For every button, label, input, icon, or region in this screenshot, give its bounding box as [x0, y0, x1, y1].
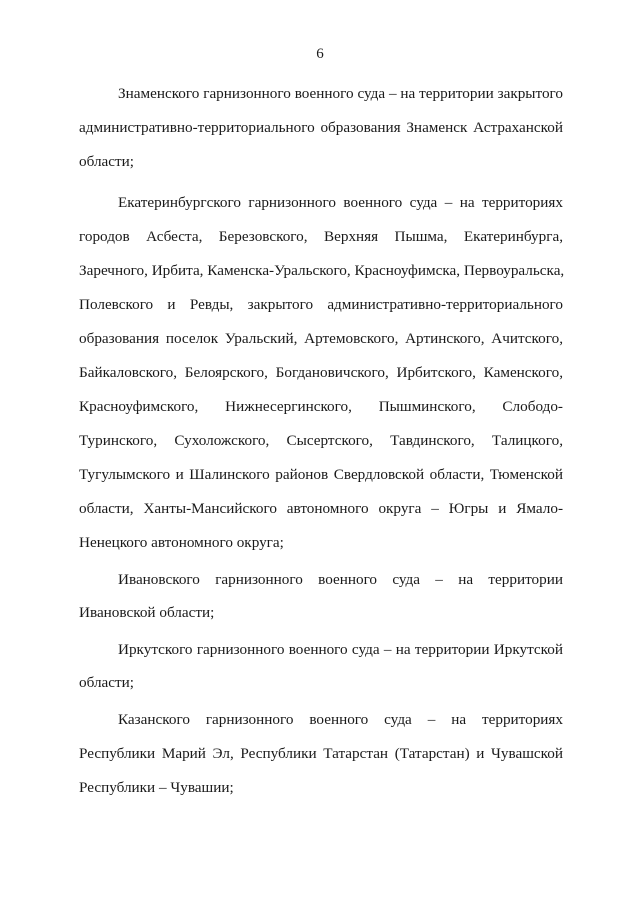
text-line: Туринского, Сухоложского, Сысертского, Тавдинского, Талицкого,	[79, 432, 563, 449]
text-line: Заречного, Ирбита, Каменска-Уральского, Красноуфимска, Первоуральска,	[79, 262, 565, 279]
page-number: 6	[316, 46, 324, 62]
text-line: Красноуфимского, Нижнесергинского, Пышминского, Слободо-	[79, 398, 563, 415]
text-line: Байкаловского, Белоярского, Богдановичского, Ирбитского, Каменского,	[79, 364, 563, 381]
text-line: административно-территориального образования Знаменск Астраханской	[79, 119, 563, 136]
text-line: Иркутского гарнизонного военного суда – на территории Иркутской	[118, 641, 563, 658]
text-line: Тугулымского и Шалинского районов Свердловской области, Тюменской	[79, 466, 563, 483]
text-line: Республики Марий Эл, Республики Татарстан (Татарстан) и Чувашской	[79, 745, 563, 762]
text-line: Ивановской области;	[79, 604, 215, 621]
text-line: Екатеринбургского гарнизонного военного суда – на территориях	[118, 194, 563, 211]
text-line: области;	[79, 153, 134, 170]
text-line: Республики – Чувашии;	[79, 779, 234, 796]
text-line: образования поселок Уральский, Артемовского, Артинского, Ачитского,	[79, 330, 563, 347]
text-line: области;	[79, 674, 134, 691]
text-line: области, Ханты-Мансийского автономного округа – Югры и Ямало-	[79, 500, 563, 517]
text-line: Казанского гарнизонного военного суда – на территориях	[118, 711, 563, 728]
text-line: Полевского и Ревды, закрытого административно-территориального	[79, 296, 563, 313]
text-line: Ивановского гарнизонного военного суда – на территории	[118, 571, 563, 588]
text-line: Знаменского гарнизонного военного суда – на территории закрытого	[118, 85, 563, 102]
text-line: городов Асбеста, Березовского, Верхняя Пышма, Екатеринбурга,	[79, 228, 563, 245]
text-line: Ненецкого автономного округа;	[79, 534, 284, 551]
